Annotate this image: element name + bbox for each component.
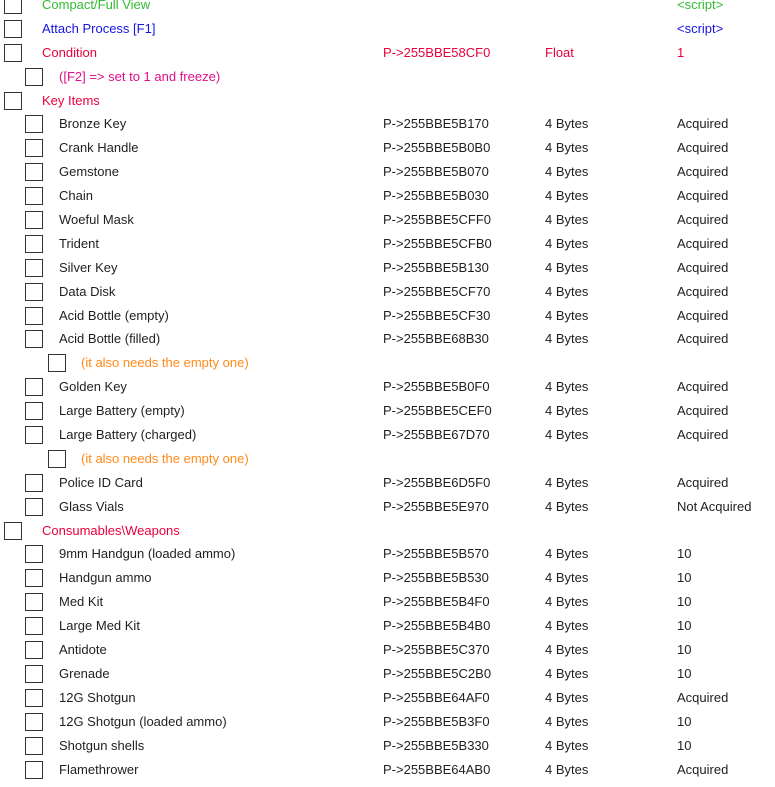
type-cell[interactable]: 4 Bytes [545,713,589,729]
description-cell[interactable]: Large Battery (empty) [59,403,185,419]
value-cell[interactable]: <script> [677,0,724,12]
active-checkbox[interactable] [4,44,22,62]
type-cell[interactable]: 4 Bytes [545,427,589,443]
value-cell[interactable]: 10 [677,642,692,658]
active-checkbox[interactable] [25,330,43,348]
active-checkbox[interactable] [4,0,22,14]
type-cell[interactable]: 4 Bytes [545,164,589,180]
table-row[interactable] [0,686,775,710]
type-cell[interactable]: 4 Bytes [545,642,589,658]
value-cell[interactable]: 10 [677,665,692,681]
active-checkbox[interactable] [25,259,43,277]
description-cell[interactable]: Antidote [59,642,107,658]
value-cell[interactable]: <script> [677,20,724,36]
address-cell[interactable]: P->255BBE5B030 [383,188,489,204]
value-cell[interactable]: 10 [677,594,692,610]
description-cell[interactable]: Glass Vials [59,498,124,514]
active-checkbox[interactable] [48,450,66,468]
value-cell[interactable]: Acquired [677,689,729,705]
table-row[interactable] [0,710,775,734]
type-cell[interactable]: 4 Bytes [545,498,589,514]
address-cell[interactable]: P->255BBE64AF0 [383,689,490,705]
table-row[interactable] [0,375,775,399]
description-cell[interactable]: (it also needs the empty one) [81,450,249,466]
table-row[interactable] [0,136,775,160]
table-row[interactable] [0,471,775,495]
active-checkbox[interactable] [25,402,43,420]
active-checkbox[interactable] [25,115,43,133]
active-checkbox[interactable] [25,641,43,659]
address-cell[interactable]: P->255BBE5B330 [383,737,489,753]
address-cell[interactable]: P->255BBE5CF30 [383,307,491,323]
value-cell[interactable]: Acquired [677,188,729,204]
table-row[interactable] [0,17,775,41]
value-cell[interactable]: Acquired [677,403,729,419]
active-checkbox[interactable] [25,211,43,229]
address-cell[interactable]: P->255BBE5B3F0 [383,713,490,729]
description-cell[interactable]: 12G Shotgun (loaded ammo) [59,713,227,729]
active-checkbox[interactable] [25,689,43,707]
type-cell[interactable]: 4 Bytes [545,570,589,586]
value-cell[interactable]: Acquired [677,140,729,156]
table-row[interactable] [0,447,775,471]
value-cell[interactable]: Acquired [677,283,729,299]
type-cell[interactable]: 4 Bytes [545,307,589,323]
value-cell[interactable]: 10 [677,618,692,634]
active-checkbox[interactable] [4,20,22,38]
type-cell[interactable]: 4 Bytes [545,235,589,251]
type-cell[interactable]: 4 Bytes [545,737,589,753]
active-checkbox[interactable] [25,235,43,253]
value-cell[interactable]: Acquired [677,761,729,777]
table-row[interactable] [0,399,775,423]
table-row[interactable] [0,89,775,113]
table-row[interactable] [0,184,775,208]
type-cell[interactable]: 4 Bytes [545,379,589,395]
value-cell[interactable]: 10 [677,570,692,586]
address-cell[interactable]: P->255BBE5C370 [383,642,490,658]
value-cell[interactable]: Not Acquired [677,498,752,514]
value-cell[interactable]: Acquired [677,427,729,443]
description-cell[interactable]: Golden Key [59,379,127,395]
value-cell[interactable]: Acquired [677,474,729,490]
type-cell[interactable]: 4 Bytes [545,116,589,132]
address-cell[interactable]: P->255BBE5CF70 [383,283,491,299]
value-cell[interactable]: Acquired [677,307,729,323]
description-cell[interactable]: Shotgun shells [59,737,145,753]
active-checkbox[interactable] [25,68,43,86]
active-checkbox[interactable] [25,187,43,205]
table-row[interactable] [0,65,775,89]
type-cell[interactable]: 4 Bytes [545,474,589,490]
address-cell[interactable]: P->255BBE5CFF0 [383,212,492,228]
active-checkbox[interactable] [48,354,66,372]
description-cell[interactable]: Consumables\Weapons [42,522,180,538]
description-cell[interactable]: Attach Process [F1] [42,20,156,36]
type-cell[interactable]: 4 Bytes [545,259,589,275]
description-cell[interactable]: Acid Bottle (empty) [59,307,169,323]
type-cell[interactable]: 4 Bytes [545,140,589,156]
table-row[interactable] [0,351,775,375]
table-row[interactable] [0,590,775,614]
table-row[interactable] [0,423,775,447]
description-cell[interactable]: Woeful Mask [59,212,134,228]
type-cell[interactable]: 4 Bytes [545,689,589,705]
address-cell[interactable]: P->255BBE5B170 [383,116,489,132]
type-cell[interactable]: 4 Bytes [545,188,589,204]
address-cell[interactable]: P->255BBE67D70 [383,427,490,443]
value-cell[interactable]: 1 [677,44,685,60]
table-row[interactable] [0,160,775,184]
value-cell[interactable]: Acquired [677,259,729,275]
description-cell[interactable]: Silver Key [59,259,118,275]
active-checkbox[interactable] [4,92,22,110]
address-cell[interactable]: P->255BBE68B30 [383,331,489,347]
active-checkbox[interactable] [25,307,43,325]
type-cell[interactable]: 4 Bytes [545,594,589,610]
active-checkbox[interactable] [25,761,43,779]
type-cell[interactable]: Float [545,44,574,60]
table-row[interactable] [0,0,775,17]
table-row[interactable] [0,280,775,304]
active-checkbox[interactable] [25,163,43,181]
type-cell[interactable]: 4 Bytes [545,665,589,681]
active-checkbox[interactable] [25,378,43,396]
value-cell[interactable]: 10 [677,737,692,753]
active-checkbox[interactable] [25,593,43,611]
active-checkbox[interactable] [25,737,43,755]
description-cell[interactable]: Chain [59,188,93,204]
active-checkbox[interactable] [25,569,43,587]
description-cell[interactable]: Trident [59,235,99,251]
value-cell[interactable]: Acquired [677,116,729,132]
table-row[interactable] [0,256,775,280]
value-cell[interactable]: Acquired [677,212,729,228]
value-cell[interactable]: Acquired [677,164,729,180]
description-cell[interactable]: Flamethrower [59,761,139,777]
type-cell[interactable]: 4 Bytes [545,761,589,777]
type-cell[interactable]: 4 Bytes [545,212,589,228]
description-cell[interactable]: Bronze Key [59,116,127,132]
address-cell[interactable]: P->255BBE5CFB0 [383,235,492,251]
address-cell[interactable]: P->255BBE5B570 [383,546,489,562]
address-cell[interactable]: P->255BBE6D5F0 [383,474,491,490]
address-cell[interactable]: P->255BBE5B070 [383,164,489,180]
table-row[interactable] [0,734,775,758]
table-row[interactable] [0,614,775,638]
type-cell[interactable]: 4 Bytes [545,403,589,419]
address-cell[interactable]: P->255BBE5B130 [383,259,489,275]
type-cell[interactable]: 4 Bytes [545,618,589,634]
value-cell[interactable]: 10 [677,713,692,729]
description-cell[interactable]: Med Kit [59,594,104,610]
description-cell[interactable]: Large Med Kit [59,618,140,634]
table-row[interactable] [0,327,775,351]
address-cell[interactable]: P->255BBE5B4F0 [383,594,490,610]
active-checkbox[interactable] [25,665,43,683]
active-checkbox[interactable] [25,283,43,301]
address-cell[interactable]: P->255BBE5CEF0 [383,403,492,419]
description-cell[interactable]: 9mm Handgun (loaded ammo) [59,546,236,562]
description-cell[interactable]: Acid Bottle (filled) [59,331,161,347]
description-cell[interactable]: (it also needs the empty one) [81,355,249,371]
active-checkbox[interactable] [25,498,43,516]
active-checkbox[interactable] [25,617,43,635]
description-cell[interactable]: Gemstone [59,164,119,180]
table-row[interactable] [0,304,775,328]
address-cell[interactable]: P->255BBE5B530 [383,570,489,586]
type-cell[interactable]: 4 Bytes [545,283,589,299]
type-cell[interactable]: 4 Bytes [545,331,589,347]
address-cell[interactable]: P->255BBE5B4B0 [383,618,491,634]
active-checkbox[interactable] [25,426,43,444]
value-cell[interactable]: Acquired [677,235,729,251]
table-row[interactable] [0,758,775,782]
address-cell[interactable]: P->255BBE5C2B0 [383,665,492,681]
type-cell[interactable]: 4 Bytes [545,546,589,562]
value-cell[interactable]: Acquired [677,331,729,347]
table-row[interactable] [0,112,775,136]
description-cell[interactable]: Crank Handle [59,140,139,156]
description-cell[interactable]: Handgun ammo [59,570,152,586]
description-cell[interactable]: Key Items [42,92,100,108]
table-row[interactable] [0,638,775,662]
address-cell[interactable]: P->255BBE5B0B0 [383,140,491,156]
value-cell[interactable]: 10 [677,546,692,562]
description-cell[interactable]: Large Battery (charged) [59,427,197,443]
description-cell[interactable]: ([F2] => set to 1 and freeze) [59,68,221,84]
address-cell[interactable]: P->255BBE64AB0 [383,761,491,777]
table-row[interactable] [0,542,775,566]
active-checkbox[interactable] [25,474,43,492]
address-cell[interactable]: P->255BBE5B0F0 [383,379,490,395]
value-cell[interactable]: Acquired [677,379,729,395]
table-row[interactable] [0,232,775,256]
description-cell[interactable]: Condition [42,44,97,60]
active-checkbox[interactable] [4,522,22,540]
active-checkbox[interactable] [25,713,43,731]
table-row[interactable] [0,519,775,543]
description-cell[interactable]: Grenade [59,665,110,681]
description-cell[interactable]: 12G Shotgun [59,689,136,705]
address-cell[interactable]: P->255BBE5E970 [383,498,489,514]
table-row[interactable] [0,208,775,232]
description-cell[interactable]: Data Disk [59,283,116,299]
active-checkbox[interactable] [25,545,43,563]
description-cell[interactable]: Police ID Card [59,474,143,490]
active-checkbox[interactable] [25,139,43,157]
description-cell[interactable]: Compact/Full View [42,0,151,12]
address-cell[interactable]: P->255BBE58CF0 [383,44,491,60]
table-row[interactable] [0,662,775,686]
table-row[interactable] [0,41,775,65]
table-row[interactable] [0,495,775,519]
table-row[interactable] [0,566,775,590]
